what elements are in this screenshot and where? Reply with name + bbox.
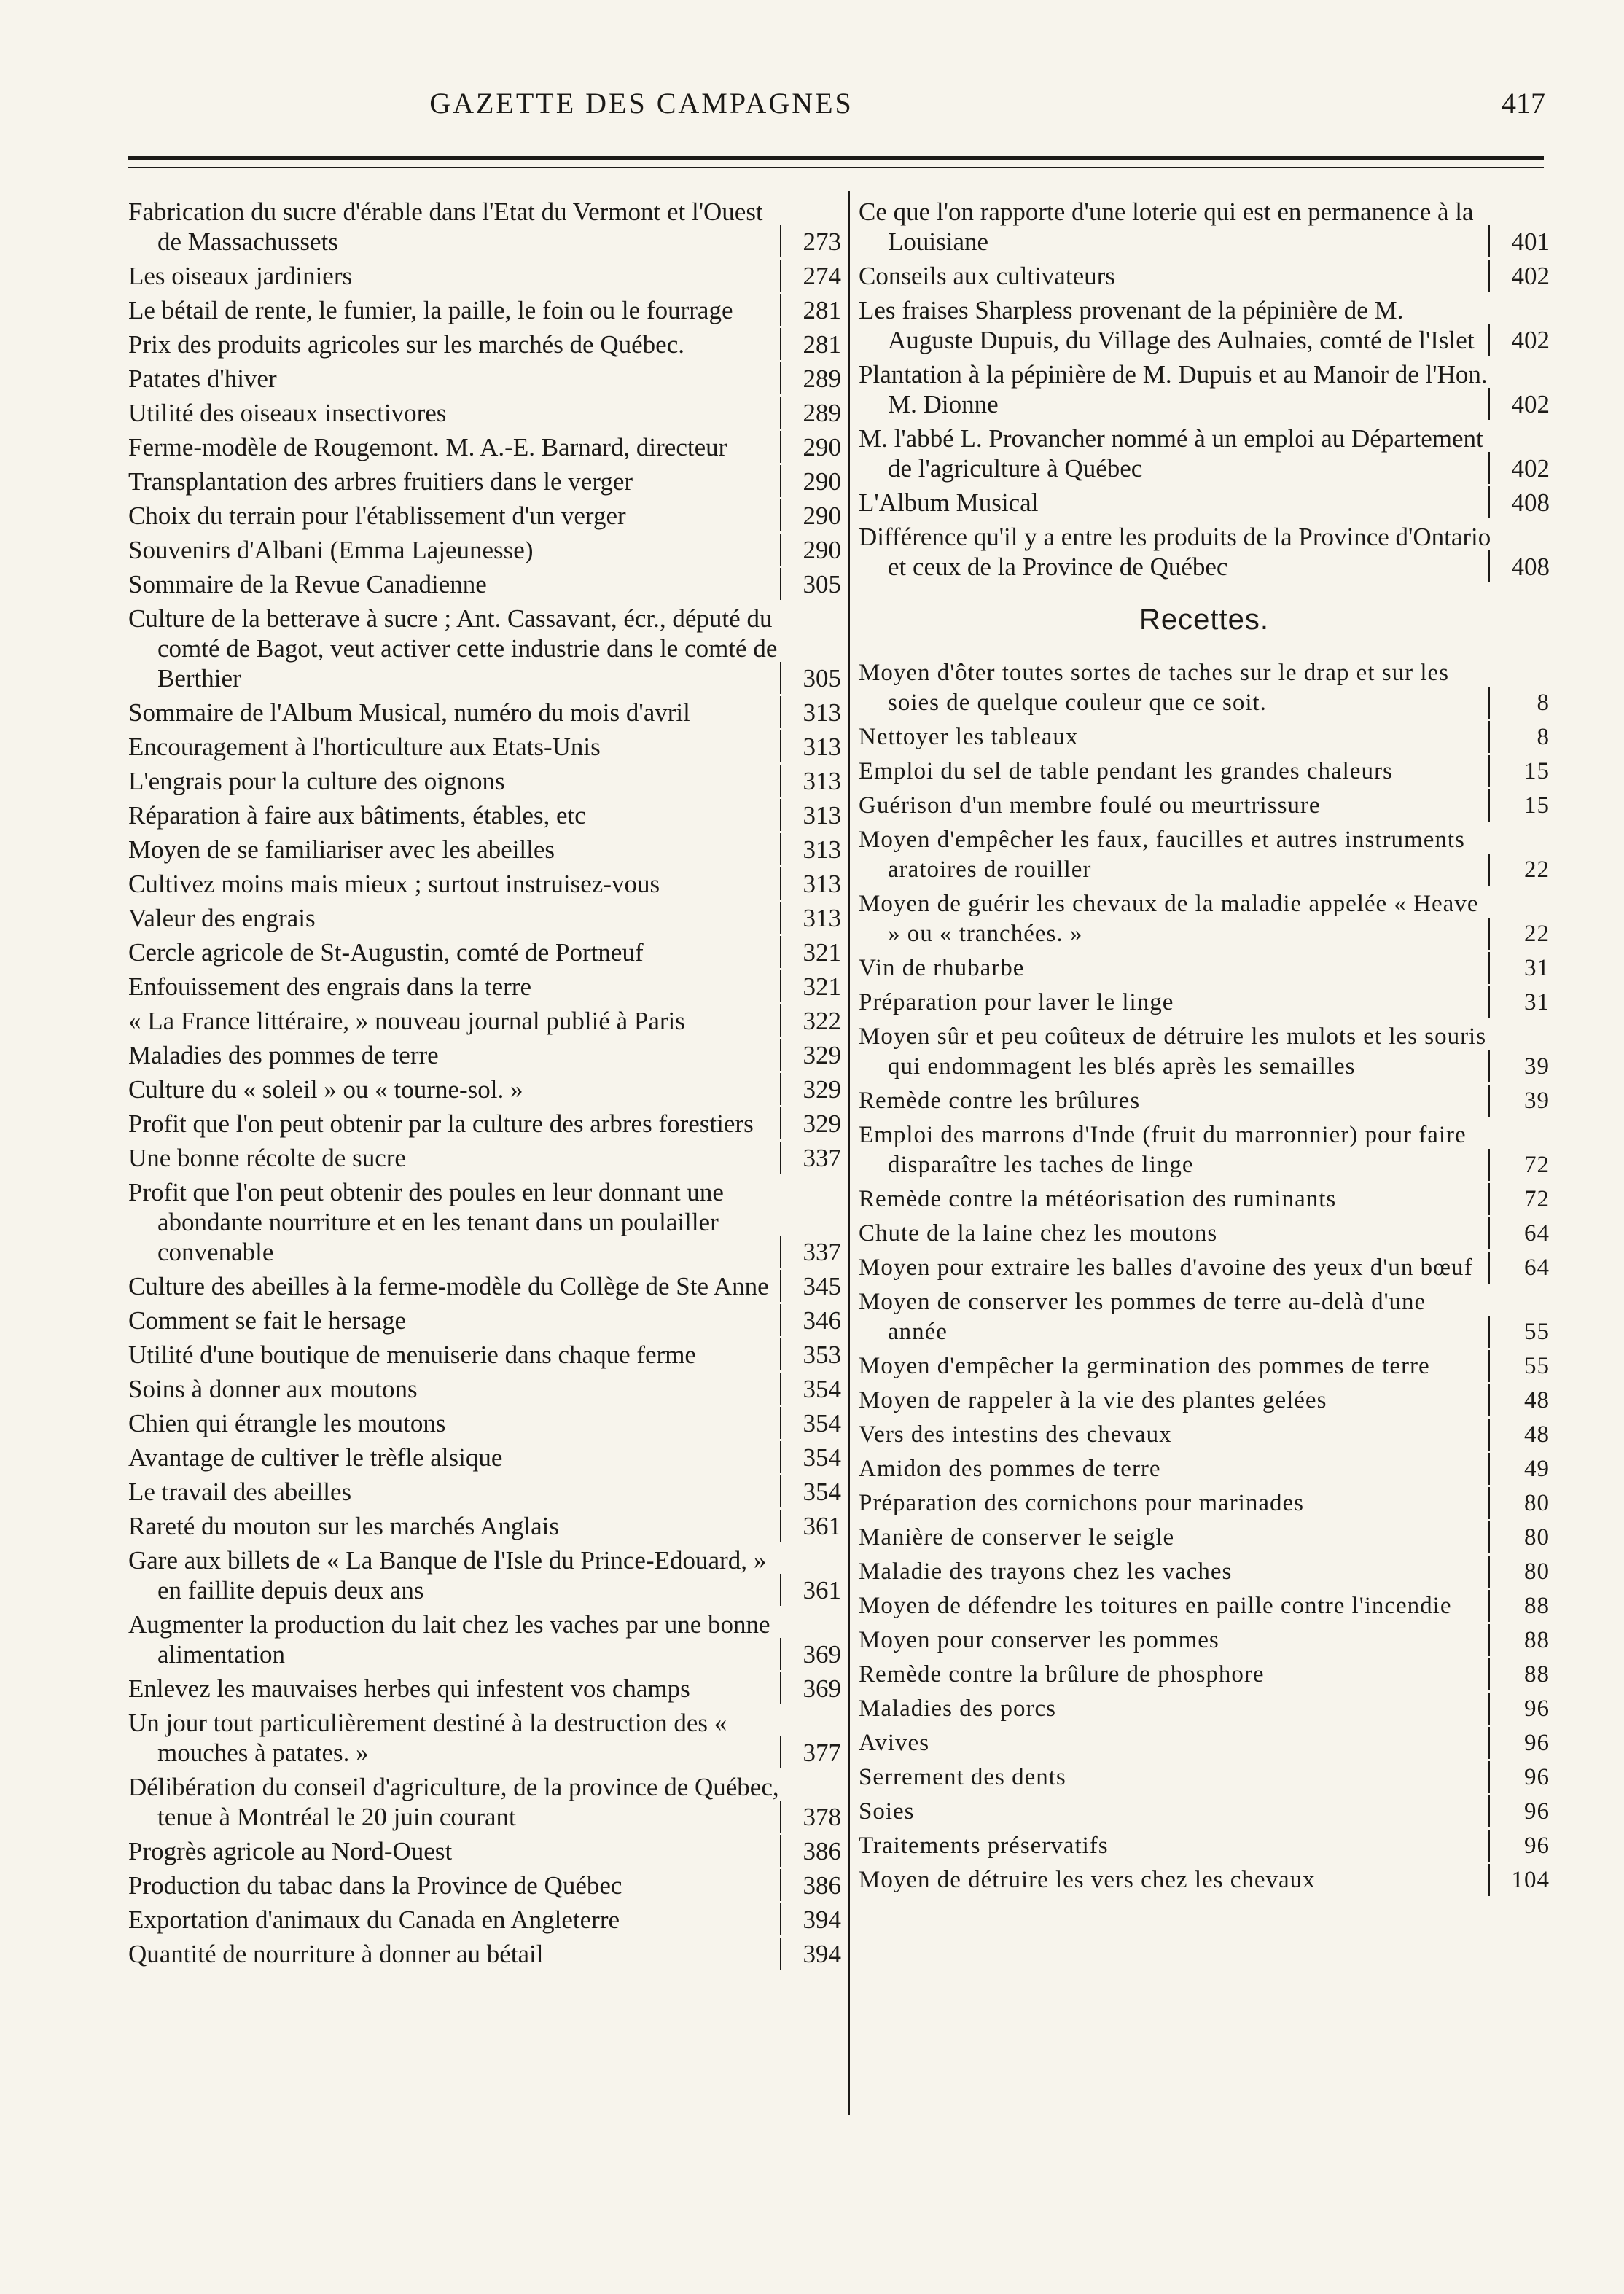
entry-title: Moyen de défendre les toitures en paille contre l'incendie — [859, 1593, 1452, 1619]
recettes-heading: Recettes. — [1139, 604, 1269, 636]
index-entry — [859, 1253, 1550, 1283]
entry-page-number: 88 — [1493, 1591, 1550, 1621]
left-column — [128, 197, 841, 1973]
entry-title: Cultivez moins mais mieux ; surtout instruisez-vous — [128, 870, 660, 898]
entry-page-number: 48 — [1493, 1386, 1550, 1416]
entry-page-number: 394 — [784, 1939, 841, 1969]
entry-title: Remède contre la brûlure de phosphore — [859, 1661, 1265, 1688]
entry-title: Guérison d'un membre foulé ou meurtrissure — [859, 792, 1321, 819]
index-entry — [128, 732, 841, 762]
entry-title: Traitements préservatifs — [859, 1833, 1109, 1859]
index-entry — [128, 1610, 841, 1669]
entry-title: Réparation à faire aux bâtiments, étables, etc — [128, 801, 586, 830]
entry-title: Les fraises Sharpless provenant de la pépinière de M. Auguste Dupuis, du Village des Aulnaies, comté de l'Islet — [859, 296, 1475, 354]
entry-page-number: 354 — [784, 1477, 841, 1507]
entry-title: Les oiseaux jardiniers — [128, 262, 353, 290]
index-entry — [859, 1694, 1550, 1724]
entry-page-number: 72 — [1493, 1185, 1550, 1214]
entry-title: L'Album Musical — [859, 488, 1039, 517]
index-entry — [128, 535, 841, 565]
index-entry — [859, 1591, 1550, 1621]
entry-title: Sommaire de l'Album Musical, numéro du mois d'avril — [128, 698, 690, 727]
entry-page-number: 386 — [784, 1870, 841, 1900]
entry-page-number: 394 — [784, 1905, 841, 1935]
entry-title: Conseils aux cultivateurs — [859, 262, 1115, 290]
index-entry — [128, 1408, 841, 1438]
entry-page-number: 402 — [1493, 261, 1550, 291]
entry-page-number: 305 — [784, 569, 841, 599]
index-entry — [128, 329, 841, 359]
index-entry — [128, 869, 841, 899]
header-rule — [128, 156, 1544, 168]
entry-title: Moyen de guérir les chevaux de la maladie appelée « Heave » ou « tranchées. » — [859, 891, 1479, 947]
index-entry — [859, 1287, 1550, 1347]
entry-title: Nettoyer les tableaux — [859, 724, 1079, 750]
index-entry — [859, 1523, 1550, 1553]
index-entry — [128, 766, 841, 796]
entry-title: Moyen sûr et peu coûteux de détruire les mulots et les souris qui endommagent les blés après les semailles — [859, 1023, 1487, 1080]
entry-page-number: 281 — [784, 329, 841, 359]
index-entry — [128, 398, 841, 428]
index-entry — [128, 1674, 841, 1704]
entry-title: Maladies des porcs — [859, 1696, 1056, 1722]
entry-title: Plantation à la pépinière de M. Dupuis et au Manoir de l'Hon. M. Dionne — [859, 360, 1488, 418]
index-entry — [859, 1185, 1550, 1214]
entry-page-number: 401 — [1493, 227, 1550, 257]
index-entry — [128, 903, 841, 933]
index-entry — [859, 1420, 1550, 1450]
entry-title: Remède contre la météorisation des ruminants — [859, 1186, 1337, 1212]
entry-page-number: 290 — [784, 432, 841, 462]
entry-page-number: 321 — [784, 937, 841, 967]
entry-title: Vin de rhubarbe — [859, 955, 1025, 981]
index-entry — [128, 835, 841, 865]
entry-page-number: 55 — [1493, 1317, 1550, 1347]
index-entry — [859, 359, 1550, 419]
entry-page-number: 88 — [1493, 1660, 1550, 1690]
entry-title: Soies — [859, 1798, 915, 1825]
entry-title: Remède contre les brûlures — [859, 1088, 1141, 1114]
entry-title: Un jour tout particulièrement destiné à la destruction des « mouches à patates. » — [128, 1709, 727, 1767]
index-entry — [859, 1454, 1550, 1484]
entry-page-number: 354 — [784, 1374, 841, 1404]
index-entry — [859, 522, 1550, 582]
index-entry — [128, 467, 841, 496]
index-entry — [859, 1660, 1550, 1690]
entry-title: Moyen de se familiariser avec les abeilles — [128, 835, 555, 864]
index-entry — [859, 1831, 1550, 1861]
entry-page-number: 361 — [784, 1511, 841, 1541]
entry-page-number: 377 — [784, 1738, 841, 1768]
entry-title: Manière de conserver le seigle — [859, 1524, 1175, 1550]
entry-page-number: 378 — [784, 1802, 841, 1832]
index-entry — [128, 261, 841, 291]
index-entry — [859, 1022, 1550, 1082]
entry-title: Moyen pour extraire les balles d'avoine des yeux d'un bœuf — [859, 1255, 1473, 1281]
entry-title: Ferme-modèle de Rougemont. M. A.-E. Barnard, directeur — [128, 433, 727, 461]
index-entry — [128, 1477, 841, 1507]
index-entry — [128, 1545, 841, 1605]
entry-title: Moyen d'empêcher les faux, faucilles et autres instruments aratoires de rouiller — [859, 827, 1465, 883]
index-entry — [128, 1109, 841, 1139]
entry-title: Enfouissement des engrais dans la terre — [128, 972, 532, 1001]
entry-title: Choix du terrain pour l'établissement d'un verger — [128, 502, 626, 530]
entry-page-number: 337 — [784, 1237, 841, 1267]
entry-page-number: 322 — [784, 1006, 841, 1036]
entry-page-number: 329 — [784, 1074, 841, 1104]
entry-page-number: 96 — [1493, 1694, 1550, 1724]
entry-page-number: 337 — [784, 1143, 841, 1173]
entry-title: Moyen d'empêcher la germination des pommes de terre — [859, 1353, 1430, 1379]
column-divider — [848, 191, 850, 2115]
index-entry — [128, 1340, 841, 1370]
entry-title: Chute de la laine chez les moutons — [859, 1220, 1218, 1247]
entry-title: Progrès agricole au Nord-Ouest — [128, 1837, 453, 1865]
entry-page-number: 329 — [784, 1109, 841, 1139]
entry-title: Patates d'hiver — [128, 364, 277, 393]
entry-page-number: 354 — [784, 1443, 841, 1472]
entry-page-number: 313 — [784, 698, 841, 727]
index-entry — [859, 1763, 1550, 1792]
entry-page-number: 48 — [1493, 1420, 1550, 1450]
index-entry — [128, 1143, 841, 1173]
entry-page-number: 386 — [784, 1836, 841, 1866]
index-entry — [859, 791, 1550, 821]
entry-title: « La France littéraire, » nouveau journal publié à Paris — [128, 1007, 685, 1035]
entry-page-number: 273 — [784, 227, 841, 257]
entry-title: Délibération du conseil d'agriculture, de la province de Québec, tenue à Montréal le 20 juin courant — [128, 1773, 779, 1831]
entry-page-number: 354 — [784, 1408, 841, 1438]
entry-page-number: 361 — [784, 1575, 841, 1605]
entry-page-number: 329 — [784, 1040, 841, 1070]
entry-page-number: 96 — [1493, 1831, 1550, 1861]
index-entry — [128, 1306, 841, 1335]
entry-title: Différence qu'il y a entre les produits de la Province d'Ontario et ceux de la Province de Québec — [859, 523, 1491, 581]
index-entry — [859, 722, 1550, 752]
index-entry — [859, 825, 1550, 885]
index-entry — [128, 432, 841, 462]
index-entry — [128, 937, 841, 967]
entry-title: Culture de la betterave à sucre ; Ant. Cassavant, écr., député du comté de Bagot, veut activer cette industrie dans le comté de Berthier — [128, 604, 778, 693]
index-entry — [859, 1626, 1550, 1655]
entry-page-number: 305 — [784, 663, 841, 693]
index-entry — [128, 1177, 841, 1267]
index-entry — [128, 698, 841, 727]
entry-title: Comment se fait le hersage — [128, 1306, 406, 1335]
entry-page-number: 80 — [1493, 1523, 1550, 1553]
entry-title: Utilité des oiseaux insectivores — [128, 399, 447, 427]
index-entry — [128, 1271, 841, 1301]
index-entry — [128, 569, 841, 599]
index-entry — [128, 197, 841, 257]
entry-page-number: 49 — [1493, 1454, 1550, 1484]
entry-page-number: 31 — [1493, 953, 1550, 983]
entry-page-number: 104 — [1493, 1865, 1550, 1895]
index-entry — [128, 501, 841, 531]
index-entry — [859, 889, 1550, 949]
entry-page-number: 64 — [1493, 1253, 1550, 1283]
index-entry — [859, 1797, 1550, 1827]
entry-page-number: 88 — [1493, 1626, 1550, 1655]
running-head — [0, 86, 1624, 130]
index-entry — [128, 1772, 841, 1832]
entry-title: Sommaire de la Revue Canadienne — [128, 570, 487, 598]
entry-title: Souvenirs d'Albani (Emma Lajeunesse) — [128, 536, 534, 564]
entry-title: Préparation des cornichons pour marinades — [859, 1490, 1304, 1516]
entry-page-number: 345 — [784, 1271, 841, 1301]
index-entry — [859, 1386, 1550, 1416]
index-entry — [859, 197, 1550, 257]
entry-page-number: 353 — [784, 1340, 841, 1370]
entry-title: Profit que l'on peut obtenir par la culture des arbres forestiers — [128, 1109, 754, 1138]
index-entry — [128, 364, 841, 394]
index-entry — [128, 1374, 841, 1404]
entry-page-number: 39 — [1493, 1086, 1550, 1116]
entry-title: Soins à donner aux moutons — [128, 1375, 418, 1403]
entry-page-number: 313 — [784, 800, 841, 830]
entry-title: Enlevez les mauvaises herbes qui infestent vos champs — [128, 1674, 690, 1703]
entry-title: Moyen de détruire les vers chez les chevaux — [859, 1867, 1316, 1893]
entry-title: Augmenter la production du lait chez les vaches par une bonne alimentation — [128, 1610, 770, 1669]
entry-title: Préparation pour laver le linge — [859, 989, 1174, 1015]
index-entry — [859, 1557, 1550, 1587]
entry-page-number: 313 — [784, 903, 841, 933]
index-entry — [859, 1219, 1550, 1249]
entry-title: Moyen pour conserver les pommes — [859, 1627, 1219, 1653]
entry-title: Valeur des engrais — [128, 904, 316, 932]
entry-title: Moyen de rappeler à la vie des plantes gelées — [859, 1387, 1327, 1413]
entry-title: Cercle agricole de St-Augustin, comté de Portneuf — [128, 938, 644, 967]
index-entry — [128, 1870, 841, 1900]
right-column — [859, 197, 1550, 1900]
entry-page-number: 289 — [784, 364, 841, 394]
entry-title: Le bétail de rente, le fumier, la paille, le foin ou le fourrage — [128, 296, 733, 324]
index-entry — [128, 1836, 841, 1866]
entry-title: Exportation d'animaux du Canada en Angleterre — [128, 1905, 620, 1934]
entry-title: Gare aux billets de « La Banque de l'Isle du Prince-Edouard, » en faillite depuis deux ans — [128, 1546, 767, 1604]
entry-page-number: 313 — [784, 732, 841, 762]
entry-page-number: 8 — [1493, 688, 1550, 718]
entry-page-number: 290 — [784, 535, 841, 565]
entry-title: Avives — [859, 1730, 930, 1756]
entry-page-number: 402 — [1493, 453, 1550, 483]
entry-page-number: 290 — [784, 467, 841, 496]
index-entry — [128, 972, 841, 1002]
index-entry — [128, 1006, 841, 1036]
entry-page-number: 321 — [784, 972, 841, 1002]
index-entry — [128, 1443, 841, 1472]
entry-page-number: 289 — [784, 398, 841, 428]
entry-page-number: 408 — [1493, 552, 1550, 582]
index-entry — [859, 261, 1550, 291]
entry-page-number: 8 — [1493, 722, 1550, 752]
entry-title: Serrement des dents — [859, 1764, 1066, 1790]
entry-title: Chien qui étrangle les moutons — [128, 1409, 446, 1437]
entry-title: Fabrication du sucre d'érable dans l'Etat du Vermont et l'Ouest de Massachussets — [128, 198, 763, 256]
index-entry — [859, 988, 1550, 1018]
entry-page-number: 64 — [1493, 1219, 1550, 1249]
index-entry — [128, 800, 841, 830]
index-entry — [128, 1708, 841, 1768]
index-entry — [128, 604, 841, 693]
entry-title: Utilité d'une boutique de menuiserie dans chaque ferme — [128, 1341, 696, 1369]
entry-page-number: 313 — [784, 835, 841, 865]
entry-page-number: 274 — [784, 261, 841, 291]
entry-title: M. l'abbé L. Provancher nommé à un emploi au Département de l'agriculture à Québec — [859, 424, 1483, 483]
entry-page-number: 80 — [1493, 1557, 1550, 1587]
entry-page-number: 22 — [1493, 919, 1550, 949]
entry-title: Ce que l'on rapporte d'une loterie qui est en permanence à la Louisiane — [859, 198, 1474, 256]
entry-title: L'engrais pour la culture des oignons — [128, 767, 505, 795]
index-entry — [128, 1905, 841, 1935]
entry-page-number: 313 — [784, 869, 841, 899]
entry-title: Culture du « soleil » ou « tourne-sol. » — [128, 1075, 523, 1104]
entry-title: Rareté du mouton sur les marchés Anglais — [128, 1512, 559, 1540]
index-entry — [859, 1086, 1550, 1116]
page-number: 417 — [1502, 87, 1545, 120]
entry-title: Le travail des abeilles — [128, 1478, 352, 1506]
entry-title: Moyen d'ôter toutes sortes de taches sur le drap et sur les soies de quelque couleur que ce soit. — [859, 660, 1449, 716]
entry-title: Encouragement à l'horticulture aux Etats-Unis — [128, 733, 601, 761]
entry-title: Profit que l'on peut obtenir des poules en leur donnant une abondante nourriture et en les tenant dans un poulailler convenable — [128, 1178, 724, 1266]
entry-page-number: 290 — [784, 501, 841, 531]
entry-page-number: 31 — [1493, 988, 1550, 1018]
index-entry — [859, 424, 1550, 483]
index-entry — [859, 953, 1550, 983]
entry-page-number: 15 — [1493, 791, 1550, 821]
index-entry — [859, 757, 1550, 787]
index-entry — [128, 1040, 841, 1070]
entry-page-number: 96 — [1493, 1728, 1550, 1758]
index-entry — [859, 1865, 1550, 1895]
entry-title: Production du tabac dans la Province de Québec — [128, 1871, 622, 1900]
entry-page-number: 96 — [1493, 1763, 1550, 1792]
index-entry — [859, 1489, 1550, 1518]
entry-page-number: 80 — [1493, 1489, 1550, 1518]
entry-page-number: 369 — [784, 1674, 841, 1704]
index-entry — [128, 1511, 841, 1541]
entry-title: Transplantation des arbres fruitiers dans le verger — [128, 467, 633, 496]
index-entry — [859, 488, 1550, 518]
entry-page-number: 369 — [784, 1639, 841, 1669]
entry-title: Maladies des pommes de terre — [128, 1041, 439, 1069]
entry-page-number: 281 — [784, 295, 841, 325]
index-entry — [128, 1939, 841, 1969]
entry-title: Quantité de nourriture à donner au bétail — [128, 1940, 544, 1968]
entry-title: Prix des produits agricoles sur les marchés de Québec. — [128, 330, 684, 359]
index-entry — [859, 1351, 1550, 1381]
entry-page-number: 313 — [784, 766, 841, 796]
entry-title: Emploi du sel de table pendant les grandes chaleurs — [859, 758, 1393, 784]
entry-page-number: 346 — [784, 1306, 841, 1335]
index-entry — [128, 295, 841, 325]
entry-title: Moyen de conserver les pommes de terre au-delà d'une année — [859, 1289, 1426, 1345]
entry-page-number: 402 — [1493, 389, 1550, 419]
entry-title: Culture des abeilles à la ferme-modèle du Collège de Ste Anne — [128, 1272, 769, 1300]
entry-page-number: 72 — [1493, 1150, 1550, 1180]
entry-page-number: 408 — [1493, 488, 1550, 518]
index-entry — [859, 295, 1550, 355]
entry-page-number: 22 — [1493, 855, 1550, 885]
entry-page-number: 55 — [1493, 1351, 1550, 1381]
entry-title: Maladie des trayons chez les vaches — [859, 1558, 1233, 1585]
entry-title: Amidon des pommes de terre — [859, 1456, 1161, 1482]
entry-page-number: 402 — [1493, 325, 1550, 355]
entry-title: Une bonne récolte de sucre — [128, 1144, 406, 1172]
entry-title: Emploi des marrons d'Inde (fruit du marronnier) pour faire disparaître les taches de linge — [859, 1122, 1467, 1178]
entry-title: Avantage de cultiver le trèfle alsique — [128, 1443, 503, 1472]
index-entry — [859, 1120, 1550, 1180]
running-title: GAZETTE DES CAMPAGNES — [429, 87, 854, 120]
entry-page-number: 96 — [1493, 1797, 1550, 1827]
entry-page-number: 39 — [1493, 1052, 1550, 1082]
index-entry — [859, 658, 1550, 718]
index-entry — [128, 1074, 841, 1104]
entry-page-number: 15 — [1493, 757, 1550, 787]
entry-title: Vers des intestins des chevaux — [859, 1421, 1172, 1448]
index-entry — [859, 1728, 1550, 1758]
